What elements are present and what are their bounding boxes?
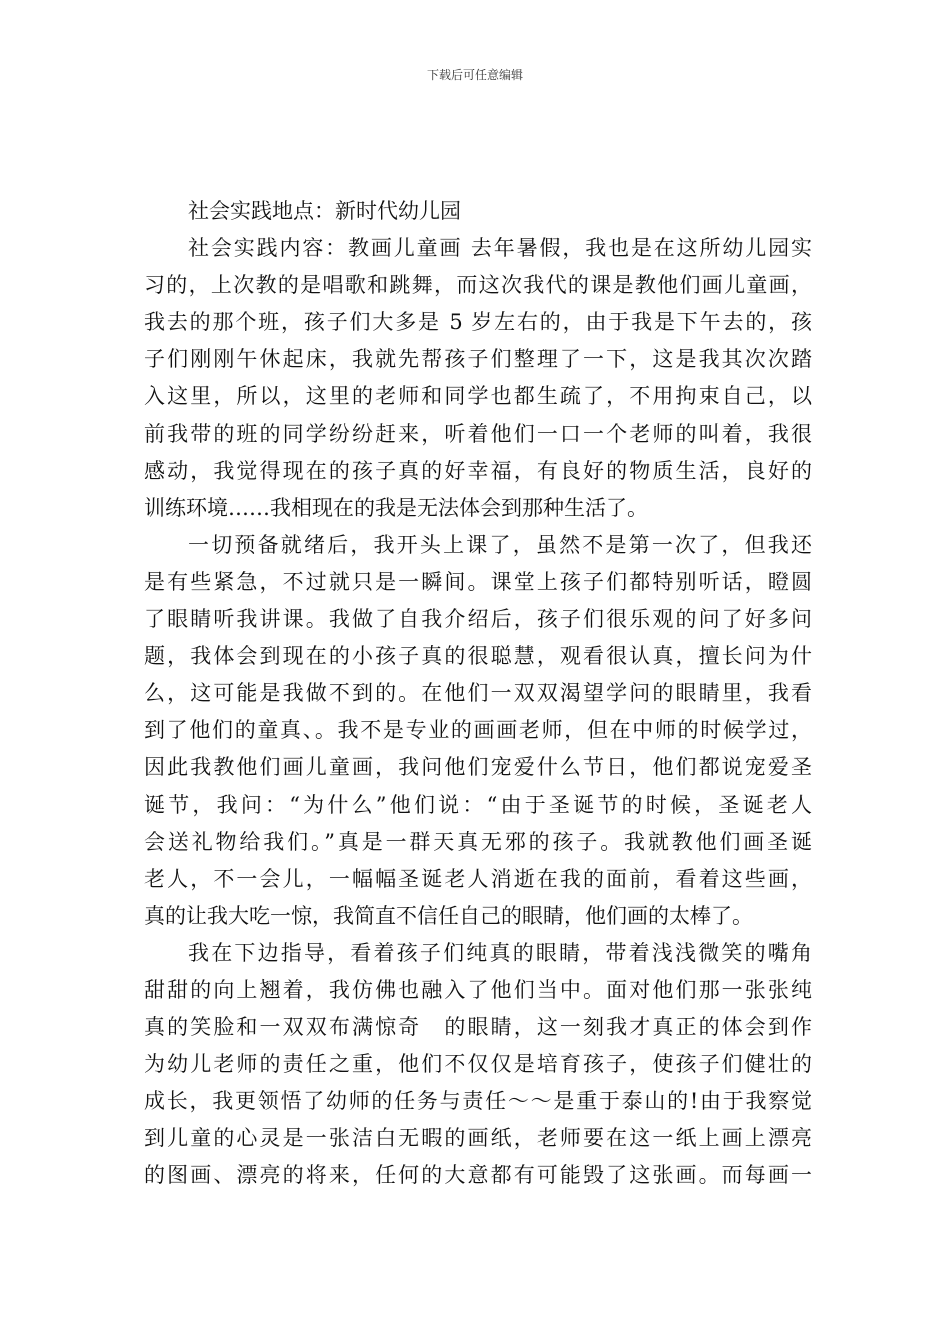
text-line: 一切预备就绪后，我开头上课了，虽然不是第一次了，但我还: [188, 532, 812, 557]
document-body: [144, 193, 812, 1195]
text-line: 甜甜的向上翘着，我仿佛也融入了他们当中。面对他们那一张张纯: [144, 977, 812, 1002]
text-line: 因此我教他们画儿童画，我问他们宠爱什么节日，他们都说宠爱圣: [144, 755, 812, 780]
text-line: 子们刚刚午休起床，我就先帮孩子们整理了一下，这是我其次次踏: [144, 347, 812, 372]
text-line: 题，我体会到现在的小孩子真的很聪慧，观看很认真，擅长问为什: [144, 644, 812, 669]
paragraph: [144, 193, 812, 230]
text-line: 训练环境……我相现在的我是无法体会到那种生活了。: [144, 495, 648, 520]
text-line: 我在下边指导，看着孩子们纯真的眼睛，带着浅浅微笑的嘴角: [188, 940, 812, 965]
text-line: 真的笑脸和一双双布满惊奇 的眼睛，这一刻我才真正的体会到作: [144, 1015, 812, 1040]
text-line: 感动，我觉得现在的孩子真的好幸福，有良好的物质生活，良好的: [144, 458, 812, 483]
text-line: 社会实践地点：新时代幼儿园: [188, 199, 461, 223]
text-line: 会送礼物给我们。”真是一群天真无邪的孩子。我就教他们画圣诞: [144, 829, 812, 854]
text-line: 我去的那个班，孩子们大多是 5 岁左右的，由于我是下午去的，孩: [144, 310, 812, 335]
text-line: 真的让我大吃一惊，我简直不信任自己的眼睛，他们画的太棒了。: [144, 903, 753, 928]
text-line: 的图画、漂亮的将来，任何的大意都有可能毁了这张画。而每画一: [144, 1163, 812, 1188]
paragraph: [144, 230, 812, 527]
text-line: 老人，不一会儿，一幅幅圣诞老人消逝在我的面前，看着这些画，: [144, 866, 812, 891]
text-line: 习的，上次教的是唱歌和跳舞，而这次我代的课是教他们画儿童画，: [144, 273, 812, 298]
text-line: 为幼儿老师的责任之重，他们不仅仅是培育孩子，使孩子们健壮的: [144, 1052, 812, 1077]
text-line: 诞节，我问：“为什么”他们说：“由于圣诞节的时候，圣诞老人: [144, 792, 812, 817]
text-line: 是有些紧急，不过就只是一瞬间。课堂上孩子们都特别听话，瞪圆: [144, 569, 812, 594]
paragraph: [144, 935, 812, 1195]
text-line: 成长，我更领悟了幼师的任务与责任～～是重于泰山的!由于我察觉: [144, 1089, 812, 1114]
paragraph: [144, 527, 812, 935]
text-line: 么，这可能是我做不到的。在他们一双双渴望学问的眼睛里，我看: [144, 681, 812, 706]
page-header: 下载后可任意编辑: [426, 68, 523, 82]
text-line: 到了他们的童真、。我不是专业的画画老师，但在中师的时候学过，: [144, 718, 812, 743]
text-line: 社会实践内容：教画儿童画 去年暑假，我也是在这所幼儿园实: [188, 236, 812, 261]
text-line: 了眼睛听我讲课。我做了自我介绍后，孩子们很乐观的问了好多问: [144, 607, 812, 632]
text-line: 入这里，所以，这里的老师和同学也都生疏了，不用拘束自己，以: [144, 384, 812, 409]
text-line: 前我带的班的同学纷纷赶来，听着他们一口一个老师的叫着，我很: [144, 421, 812, 446]
text-line: 到儿童的心灵是一张洁白无暇的画纸，老师要在这一纸上画上漂亮: [144, 1126, 812, 1151]
